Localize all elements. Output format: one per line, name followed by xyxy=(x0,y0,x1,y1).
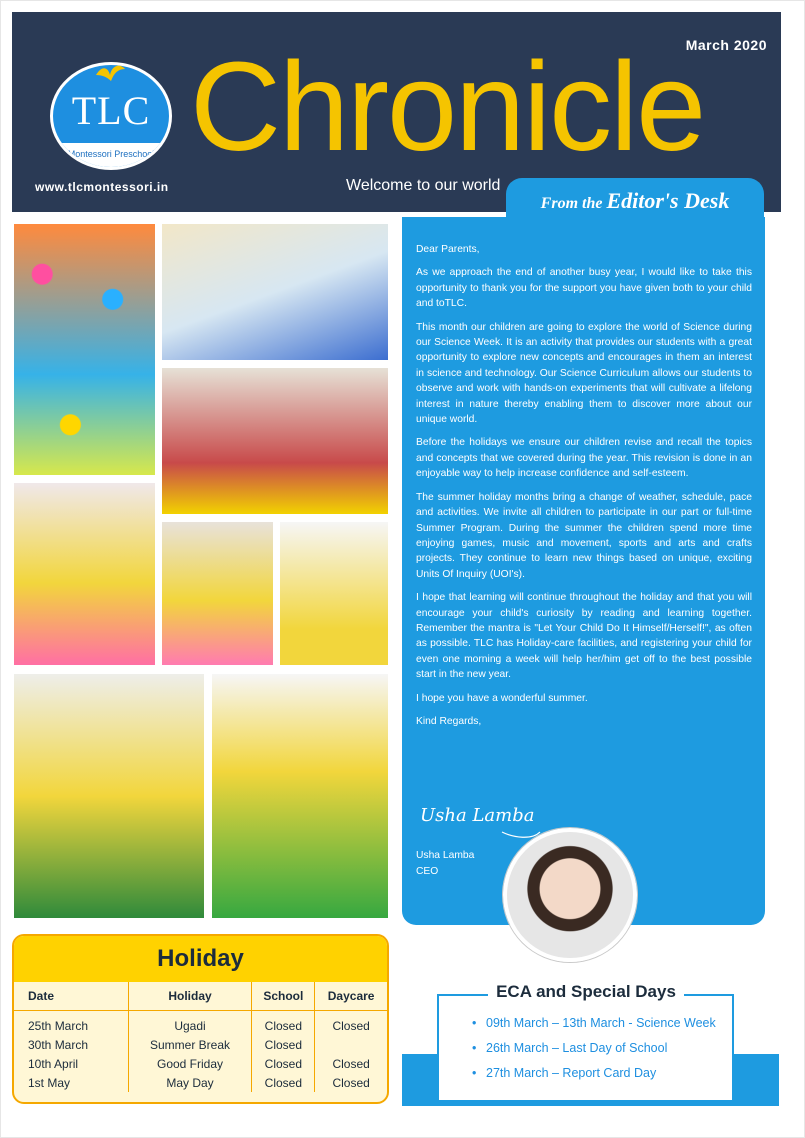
editor-desk-tab xyxy=(506,178,764,221)
table-cell: 25th March xyxy=(14,1010,128,1035)
logo-text: TLC xyxy=(71,88,151,133)
editor-desk-heading xyxy=(506,188,764,214)
photo-child-portrait xyxy=(278,520,390,667)
table-cell: Closed xyxy=(252,1010,315,1035)
table-cell: 10th April xyxy=(14,1054,128,1073)
table-cell: Closed xyxy=(332,1075,370,1090)
table-cell: Closed xyxy=(252,1073,315,1092)
table-cell: Closed xyxy=(252,1035,315,1054)
eca-item-text: 27th March – Report Card Day xyxy=(486,1066,657,1080)
photo-group-activity xyxy=(160,366,390,516)
letter-paragraph: As we approach the end of another busy year, I would like to take this opportunity to thank you for the support you have given both to your child and toTLC. xyxy=(416,267,752,310)
signatory-role: CEO xyxy=(416,866,439,877)
ceo-portrait xyxy=(503,828,637,962)
letter-paragraph: I hope that learning will continue throughout the holiday and that you will encourage your child's curiosity by reading and learning together. Remember the mantra is "Let Your Child Do It Himself/Herself!", as often as possible. TLC has Holiday-care facilities, and registering your child for even one morning a week will help her/him get off to the best possible start in the new year. xyxy=(416,592,752,681)
column-header: Daycare xyxy=(315,982,387,1010)
photo-stacking-toy xyxy=(210,672,390,920)
list-item xyxy=(472,1066,716,1091)
eca-item-text: 26th March – Last Day of School xyxy=(486,1041,668,1055)
table-cell: 30th March xyxy=(14,1035,128,1054)
signature-stroke-icon xyxy=(414,808,544,848)
holiday-header xyxy=(14,936,387,982)
signature: Usha Lamba xyxy=(420,805,535,826)
table-cell: Summer Break xyxy=(128,1035,252,1054)
bullet-icon: • xyxy=(472,1041,477,1055)
column-header: School xyxy=(252,982,315,1010)
table-row xyxy=(14,1035,387,1054)
letter-paragraph: I hope you have a wonderful summer. xyxy=(416,692,588,704)
holiday-box xyxy=(12,934,389,1104)
photo-board-game xyxy=(160,222,390,362)
column-header: Holiday xyxy=(128,982,252,1010)
signatory xyxy=(416,848,474,880)
photo-peacock-craft xyxy=(12,672,206,920)
bullet-icon: • xyxy=(472,1066,477,1080)
issue-date: March 2020 xyxy=(685,37,767,53)
letter-paragraph: The summer holiday months bring a change of weather, schedule, pace and activities. We invite all children to participate in our part or full-time Summer Program. During the summer the children spend more time enjoying games, music and movement, sports and arts and crafts projects. They continue to learn new things based on unique, exciting Units Of Inquiry (UOI's). xyxy=(416,491,752,580)
table-header-row xyxy=(14,982,387,1010)
editor-letter xyxy=(416,242,752,737)
list-item xyxy=(472,1016,716,1041)
column-header: Date xyxy=(14,982,128,1010)
table-cell xyxy=(315,1035,387,1054)
table-row xyxy=(14,1010,387,1035)
bird-icon xyxy=(94,61,126,87)
table-cell: Closed xyxy=(332,1056,370,1071)
table-cell: Closed xyxy=(332,1018,370,1033)
letter-paragraph: Dear Parents, xyxy=(416,244,480,255)
photo-child-reading xyxy=(12,481,157,667)
signatory-name: Usha Lamba xyxy=(416,850,475,861)
holiday-table xyxy=(14,982,387,1092)
table-cell: 1st May xyxy=(14,1073,128,1092)
eca-list xyxy=(472,1016,716,1091)
logo-subtext: Montessori Preschool xyxy=(53,143,169,167)
letter-paragraph: Before the holidays we ensure our children revise and recall the topics and concepts that we covered during the year. This revision is done in an enjoyable way to help increase confidence and self-esteem. xyxy=(416,437,752,480)
photo-ball-pit xyxy=(12,222,157,477)
list-item xyxy=(472,1041,716,1066)
eca-item-text: 09th March – 13th March - Science Week xyxy=(486,1016,716,1030)
table-row xyxy=(14,1073,387,1092)
table-cell: Ugadi xyxy=(128,1010,252,1035)
tagline: Welcome to our world xyxy=(346,177,501,194)
editor-desk-title: Editor's Desk xyxy=(606,188,730,213)
website-link[interactable]: www.tlcmontessori.in xyxy=(35,180,169,194)
table-row xyxy=(14,1054,387,1073)
bullet-icon: • xyxy=(472,1016,477,1030)
table-cell: May Day xyxy=(128,1073,252,1092)
eca-title: ECA and Special Days xyxy=(488,982,684,1002)
table-cell: Closed xyxy=(252,1054,315,1073)
table-cell: Good Friday xyxy=(128,1054,252,1073)
photo-child-workbook xyxy=(160,520,275,667)
masthead-title: Chronicle xyxy=(190,36,705,177)
holiday-title: Holiday xyxy=(157,945,244,972)
letter-paragraph: Kind Regards, xyxy=(416,715,482,727)
letter-paragraph: This month our children are going to explore the world of Science during our Science Week. It is an activity that provides our students with a great opportunity to explore new concepts and encourages in them an interest in science and technology. Our Science Curriculum allows our students to observe and work with hands-on experiments that will cultivate a lifelong interest in nature thereby enabling them to discover more about our unique world. xyxy=(416,321,752,426)
editor-desk-prefix: From the xyxy=(540,195,603,212)
